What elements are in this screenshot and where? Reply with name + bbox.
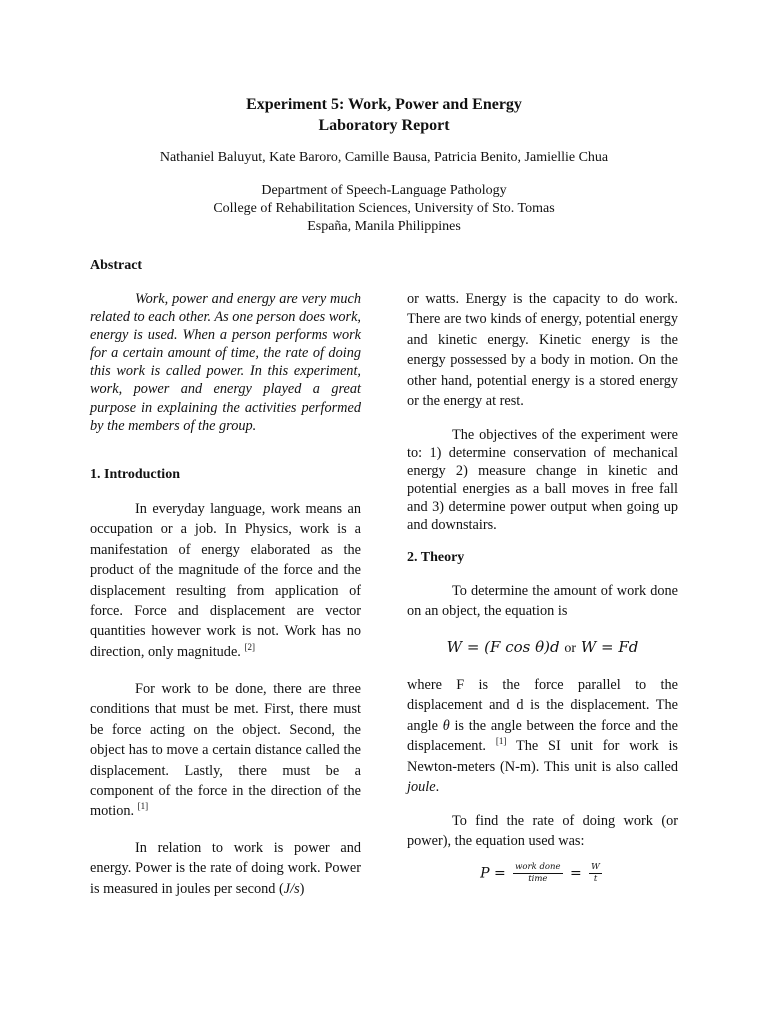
theory-p2-part-b: is the angle between the force and the displacement. — [407, 717, 678, 755]
citation-ref: [1] — [137, 801, 149, 812]
equals-sign: = — [569, 865, 582, 882]
equation-or: or — [564, 641, 577, 656]
citation-ref: [1] — [495, 736, 507, 747]
fraction-numerator: work done — [515, 862, 561, 872]
intro-paragraph-2-text: For work to be done, there are three conditions that must be met. First, there must be force acting on the object. Second, the object has to move a certain distance called the displacement. Lastly, there must be a component of the force in the direction of the motion. — [90, 681, 361, 820]
intro-paragraph-4: The objectives of the experiment were to: 1) determine conservation of mechanical energy 2) measure change in kinetic and potential energies as a ball moves in free fall and 3) determine power output when going up and downstairs. — [407, 427, 678, 534]
theory-paragraph-3: To find the rate of doing work (or power), the equation used was: — [407, 813, 678, 850]
fraction-denominator: t — [593, 874, 598, 884]
paper-title-line2: Laboratory Report — [318, 117, 450, 134]
work-equation-full: W = (F cos θ)d — [446, 638, 560, 656]
affiliation-college: College of Rehabilitation Sciences, University of Sto. Tomas — [213, 201, 555, 216]
intro-paragraph-3-text: In relation to work is power and energy. Power is the rate of doing work. Power is measured in joules per second ( — [90, 840, 361, 897]
theory-heading: 2. Theory — [407, 550, 465, 565]
theory-p2-part-c: The SI unit for work is Newton-meters (N-m). This unit is also called — [407, 738, 678, 775]
fraction-numerator: W — [591, 862, 600, 872]
author-list: Nathaniel Baluyut, Kate Baroro, Camille Bausa, Patricia Benito, Jamiellie Chua — [159, 150, 609, 165]
theory-paragraph-1: To determine the amount of work done on an object, the equation is — [407, 583, 678, 620]
theory-p2-part-a: where F is the force parallel to the displacement and d is the displacement. The angle — [407, 677, 678, 734]
affiliation-department: Department of Speech-Language Pathology — [261, 183, 507, 198]
theta-symbol: θ — [442, 717, 450, 734]
abstract-heading: Abstract — [90, 258, 143, 273]
fraction-work-over-time — [513, 862, 562, 885]
introduction-heading: 1. Introduction — [90, 467, 180, 482]
power-equation-lhs: P = — [480, 865, 506, 882]
paper-title-line1: Experiment 5: Work, Power and Energy — [246, 96, 522, 113]
unit-joules-per-second: J/s — [283, 880, 300, 897]
power-equation — [407, 862, 678, 885]
joule-term: joule — [407, 779, 436, 796]
fraction-w-over-t — [589, 862, 602, 885]
intro-paragraph-1-text: In everyday language, work means an occupation or a job. In Physics, work is a manifestation of energy elaborated as the product of the magnitude of the force and the displacement resulting from application of force. Force and displacement are vector quantities however work is not. Work has no direction, only magnitude. — [90, 501, 361, 660]
work-equation-simple: W = Fd — [580, 638, 639, 656]
theory-paragraph-2 — [407, 675, 678, 797]
abstract-text: Work, power and energy are very much related to each other. As one person does work, energy is used. When a person performs work for a certain amount of time, the rate of doing this work is called power. In this experiment, work, power and energy played a great purpose in explaining the activities performed by the members of the group. — [90, 291, 361, 434]
affiliation-location: España, Manila Philippines — [307, 219, 461, 234]
closing-paren: ) — [299, 880, 305, 897]
intro-paragraph-3-continued: or watts. Energy is the capacity to do work. There are two kinds of energy, potential energy and kinetic energy. Kinetic energy is the energy possessed by a body in motion. On the other hand, potential energy is a stored energy or the energy at rest. — [407, 291, 678, 410]
intro-paragraph-2 — [90, 679, 361, 822]
fraction-denominator: time — [528, 874, 548, 884]
intro-paragraph-3 — [90, 838, 361, 899]
intro-paragraph-1 — [90, 499, 361, 662]
period: . — [435, 779, 440, 796]
citation-ref: [2] — [244, 642, 255, 653]
work-equation — [407, 638, 678, 657]
